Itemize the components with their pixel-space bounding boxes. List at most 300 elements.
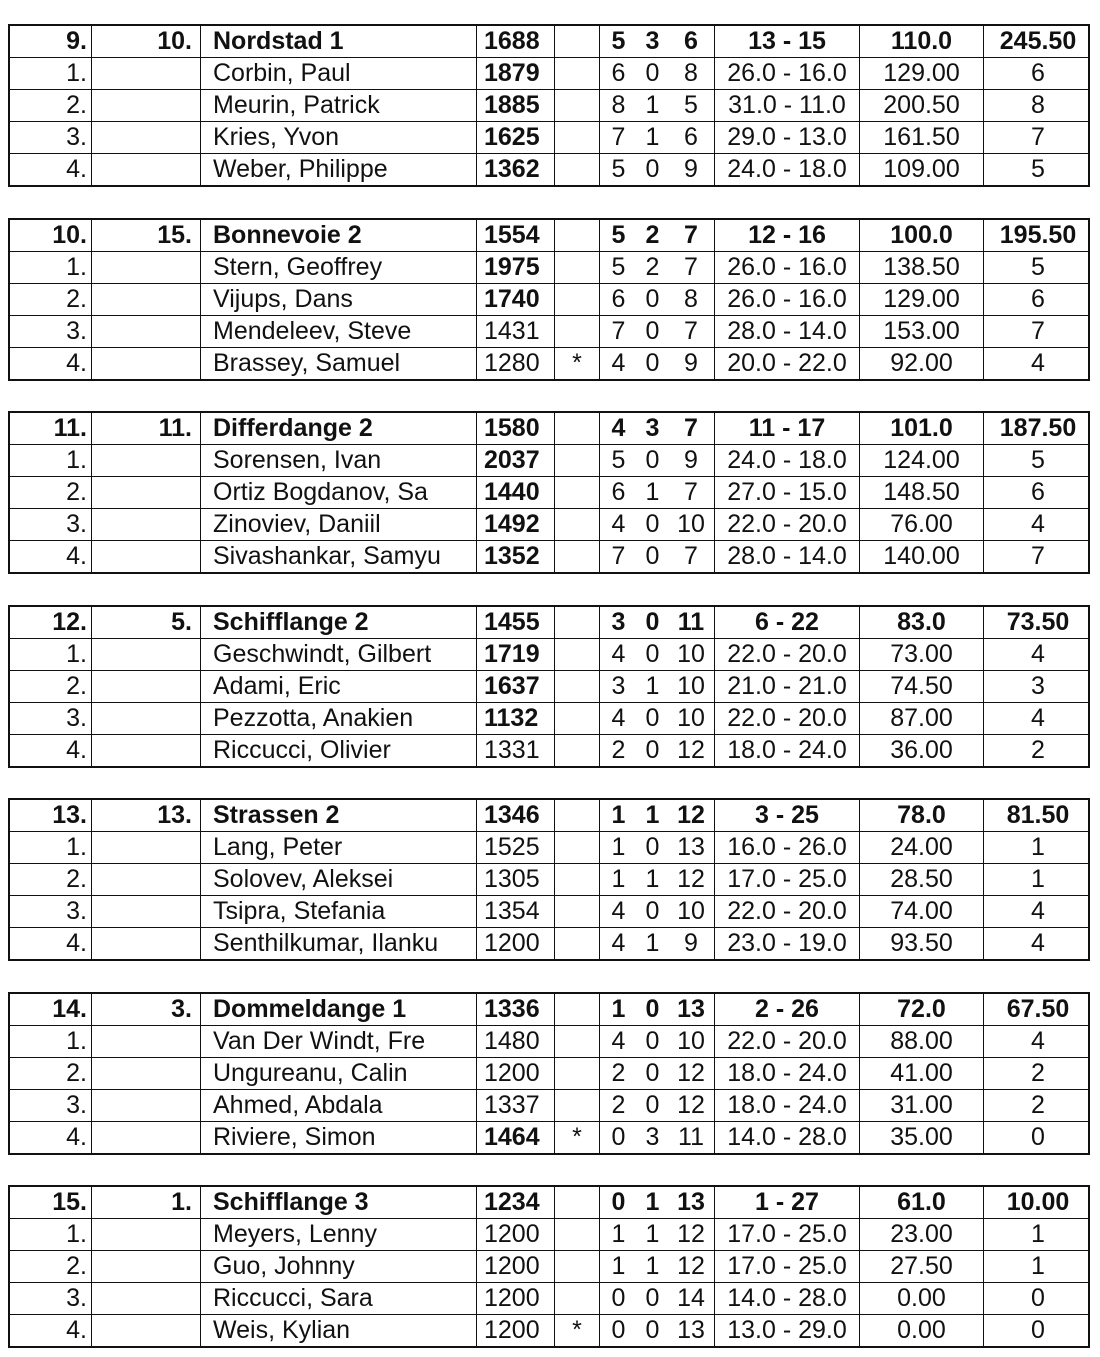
- player-empty-cell: [91, 928, 200, 959]
- player-flag: [554, 1026, 599, 1057]
- player-points: 129.00: [859, 58, 983, 89]
- player-total: 8: [983, 90, 1092, 121]
- player-row: [10, 540, 1088, 572]
- player-wins: 5: [599, 252, 637, 283]
- team-block: [8, 605, 1090, 768]
- player-flag: [554, 284, 599, 315]
- player-losses: 9: [684, 929, 698, 957]
- player-total: 2: [983, 1090, 1092, 1121]
- player-draws: 1: [645, 929, 660, 957]
- player-draws: 0: [645, 349, 660, 377]
- player-losses: 6: [684, 123, 698, 151]
- player-empty-cell: [91, 1219, 200, 1250]
- player-row: [10, 670, 1088, 702]
- player-draws: 0: [645, 1316, 660, 1344]
- player-game-score: 18.0 - 24.0: [714, 735, 859, 766]
- player-losses: 10: [677, 640, 705, 668]
- player-row: [10, 315, 1088, 347]
- player-name: Ortiz Bogdanov, Sa: [200, 477, 476, 508]
- team-name: Schifflange 3: [200, 1187, 476, 1218]
- player-elo: 1440: [476, 477, 554, 508]
- player-board: 2.: [66, 1059, 87, 1087]
- player-empty-cell: [91, 1315, 200, 1346]
- team-match-score: 1 - 27: [714, 1187, 859, 1218]
- player-game-score: 24.0 - 18.0: [714, 445, 859, 476]
- player-total: 4: [983, 639, 1092, 670]
- player-points: 24.00: [859, 832, 983, 863]
- player-points: 76.00: [859, 509, 983, 540]
- player-points: 41.00: [859, 1058, 983, 1089]
- team-wins: 5: [599, 220, 637, 251]
- team-losses: 7: [684, 414, 698, 442]
- player-points: 31.00: [859, 1090, 983, 1121]
- player-wins: 0: [599, 1315, 637, 1346]
- player-empty-cell: [91, 252, 200, 283]
- player-game-score: 23.0 - 19.0: [714, 928, 859, 959]
- player-losses: 8: [684, 285, 698, 313]
- player-points: 161.50: [859, 122, 983, 153]
- player-losses: 10: [677, 510, 705, 538]
- player-total: 7: [983, 122, 1092, 153]
- player-name: Sorensen, Ivan: [200, 445, 476, 476]
- player-game-score: 27.0 - 15.0: [714, 477, 859, 508]
- player-points: 109.00: [859, 154, 983, 185]
- player-total: 6: [983, 477, 1092, 508]
- player-losses: 10: [677, 897, 705, 925]
- player-draws: 0: [645, 155, 660, 183]
- player-flag: [554, 252, 599, 283]
- team-wins: 1: [599, 800, 637, 831]
- player-name: Vijups, Dans: [200, 284, 476, 315]
- player-row: [10, 508, 1088, 540]
- player-empty-cell: [91, 348, 200, 379]
- player-game-score: 14.0 - 28.0: [714, 1283, 859, 1314]
- player-board: 1.: [66, 446, 87, 474]
- player-losses: 12: [677, 865, 705, 893]
- player-total: 3: [983, 671, 1092, 702]
- player-losses: 7: [684, 478, 698, 506]
- player-draws: 1: [645, 1252, 660, 1280]
- player-draws: 0: [645, 704, 660, 732]
- player-draws: 0: [645, 542, 660, 570]
- player-empty-cell: [91, 735, 200, 766]
- player-empty-cell: [91, 1090, 200, 1121]
- team-seed: 13.: [91, 800, 200, 831]
- player-empty-cell: [91, 477, 200, 508]
- player-empty-cell: [91, 541, 200, 572]
- player-elo: 1132: [476, 703, 554, 734]
- player-flag: [554, 1058, 599, 1089]
- player-wins: 0: [599, 1122, 637, 1153]
- player-board: 3.: [66, 123, 87, 151]
- team-points: 61.0: [859, 1187, 983, 1218]
- player-row: [10, 1218, 1088, 1250]
- player-row: [10, 927, 1088, 959]
- player-name: Corbin, Paul: [200, 58, 476, 89]
- team-seed: 1.: [91, 1187, 200, 1218]
- player-row: [10, 1057, 1088, 1089]
- player-game-score: 18.0 - 24.0: [714, 1090, 859, 1121]
- team-seed: 5.: [91, 607, 200, 638]
- team-rank: 10.: [52, 221, 87, 249]
- player-game-score: 22.0 - 20.0: [714, 896, 859, 927]
- team-losses: 11: [677, 608, 705, 636]
- team-seed: 10.: [91, 26, 200, 57]
- player-losses: 10: [677, 672, 705, 700]
- player-losses: 7: [684, 253, 698, 281]
- player-board: 3.: [66, 1284, 87, 1312]
- team-flag-cell: [554, 607, 599, 638]
- player-flag: [554, 316, 599, 347]
- player-board: 3.: [66, 897, 87, 925]
- player-game-score: 24.0 - 18.0: [714, 154, 859, 185]
- player-losses: 7: [684, 542, 698, 570]
- player-wins: 4: [599, 348, 637, 379]
- team-name: Strassen 2: [200, 800, 476, 831]
- player-draws: 0: [645, 446, 660, 474]
- team-points: 72.0: [859, 994, 983, 1025]
- player-board: 2.: [66, 478, 87, 506]
- player-empty-cell: [91, 832, 200, 863]
- player-total: 2: [983, 1058, 1092, 1089]
- player-draws: 0: [645, 1284, 660, 1312]
- player-row: [10, 121, 1088, 153]
- player-elo: 2037: [476, 445, 554, 476]
- player-flag: [554, 671, 599, 702]
- team-match-score: 12 - 16: [714, 220, 859, 251]
- player-flag: [554, 90, 599, 121]
- player-draws: 1: [645, 91, 660, 119]
- player-board: 4.: [66, 349, 87, 377]
- player-wins: 4: [599, 639, 637, 670]
- player-points: 27.50: [859, 1251, 983, 1282]
- player-total: 5: [983, 445, 1092, 476]
- team-rank: 13.: [52, 801, 87, 829]
- player-elo: 1885: [476, 90, 554, 121]
- player-name: Guo, Johnny: [200, 1251, 476, 1282]
- player-board: 1.: [66, 253, 87, 281]
- player-draws: 0: [645, 285, 660, 313]
- team-header-row: [10, 994, 1088, 1025]
- player-empty-cell: [91, 896, 200, 927]
- team-match-score: 13 - 15: [714, 26, 859, 57]
- player-points: 92.00: [859, 348, 983, 379]
- player-board: 3.: [66, 317, 87, 345]
- player-game-score: 26.0 - 16.0: [714, 58, 859, 89]
- player-draws: 0: [645, 897, 660, 925]
- player-total: 0: [983, 1122, 1092, 1153]
- player-points: 200.50: [859, 90, 983, 121]
- player-draws: 1: [645, 672, 660, 700]
- team-header-row: [10, 220, 1088, 251]
- player-losses: 12: [677, 736, 705, 764]
- player-elo: 1200: [476, 1058, 554, 1089]
- player-row: [10, 734, 1088, 766]
- team-block: [8, 1185, 1090, 1348]
- player-wins: 5: [599, 445, 637, 476]
- player-game-score: 28.0 - 14.0: [714, 316, 859, 347]
- player-name: Solovev, Aleksei: [200, 864, 476, 895]
- player-elo: 1200: [476, 928, 554, 959]
- player-total: 1: [983, 832, 1092, 863]
- player-board: 4.: [66, 929, 87, 957]
- player-name: Riccucci, Sara: [200, 1283, 476, 1314]
- player-board: 4.: [66, 736, 87, 764]
- player-name: Ungureanu, Calin: [200, 1058, 476, 1089]
- team-draws: 0: [645, 995, 660, 1023]
- player-total: 0: [983, 1283, 1092, 1314]
- player-elo: 1740: [476, 284, 554, 315]
- team-total: 187.50: [983, 413, 1092, 444]
- player-board: 2.: [66, 672, 87, 700]
- team-seed: 11.: [91, 413, 200, 444]
- player-row: [10, 283, 1088, 315]
- team-flag-cell: [554, 994, 599, 1025]
- player-empty-cell: [91, 1122, 200, 1153]
- player-losses: 5: [684, 91, 698, 119]
- player-wins: 2: [599, 735, 637, 766]
- team-flag-cell: [554, 26, 599, 57]
- player-board: 2.: [66, 865, 87, 893]
- player-losses: 9: [684, 155, 698, 183]
- player-name: Zinoviev, Daniil: [200, 509, 476, 540]
- player-name: Adami, Eric: [200, 671, 476, 702]
- team-header-row: [10, 26, 1088, 57]
- team-rank: 12.: [52, 608, 87, 636]
- player-row: [10, 702, 1088, 734]
- player-name: Lang, Peter: [200, 832, 476, 863]
- player-row: [10, 1250, 1088, 1282]
- player-elo: 1352: [476, 541, 554, 572]
- team-block: [8, 218, 1090, 381]
- player-row: [10, 57, 1088, 89]
- team-header-row: [10, 607, 1088, 638]
- team-total: 10.00: [983, 1187, 1092, 1218]
- team-total: 81.50: [983, 800, 1092, 831]
- player-flag: *: [554, 348, 599, 379]
- player-elo: 1719: [476, 639, 554, 670]
- player-losses: 9: [684, 349, 698, 377]
- team-block: [8, 992, 1090, 1155]
- player-wins: 7: [599, 541, 637, 572]
- player-game-score: 17.0 - 25.0: [714, 864, 859, 895]
- player-elo: 1492: [476, 509, 554, 540]
- team-block: [8, 798, 1090, 961]
- player-wins: 1: [599, 1251, 637, 1282]
- team-losses: 13: [677, 995, 705, 1023]
- team-elo: 1554: [476, 220, 554, 251]
- player-wins: 4: [599, 509, 637, 540]
- player-wins: 6: [599, 58, 637, 89]
- player-game-score: 21.0 - 21.0: [714, 671, 859, 702]
- player-name: Weis, Kylian: [200, 1315, 476, 1346]
- player-flag: [554, 445, 599, 476]
- player-flag: [554, 928, 599, 959]
- player-elo: 1354: [476, 896, 554, 927]
- team-wins: 0: [599, 1187, 637, 1218]
- player-points: 138.50: [859, 252, 983, 283]
- player-total: 7: [983, 316, 1092, 347]
- team-losses: 12: [677, 801, 705, 829]
- player-draws: 0: [645, 1059, 660, 1087]
- player-draws: 0: [645, 833, 660, 861]
- player-row: [10, 863, 1088, 895]
- team-elo: 1234: [476, 1187, 554, 1218]
- player-wins: 4: [599, 896, 637, 927]
- player-empty-cell: [91, 703, 200, 734]
- team-match-score: 11 - 17: [714, 413, 859, 444]
- player-row: [10, 1282, 1088, 1314]
- player-total: 4: [983, 348, 1092, 379]
- team-block: [8, 411, 1090, 574]
- team-wins: 5: [599, 26, 637, 57]
- player-total: 0: [983, 1315, 1092, 1346]
- player-game-score: 20.0 - 22.0: [714, 348, 859, 379]
- player-total: 1: [983, 1251, 1092, 1282]
- player-empty-cell: [91, 1026, 200, 1057]
- player-total: 5: [983, 154, 1092, 185]
- player-points: 73.00: [859, 639, 983, 670]
- player-row: [10, 638, 1088, 670]
- team-rank: 15.: [52, 1188, 87, 1216]
- team-match-score: 3 - 25: [714, 800, 859, 831]
- player-total: 2: [983, 735, 1092, 766]
- player-empty-cell: [91, 90, 200, 121]
- player-points: 36.00: [859, 735, 983, 766]
- player-draws: 1: [645, 478, 660, 506]
- player-row: [10, 347, 1088, 379]
- player-total: 7: [983, 541, 1092, 572]
- player-draws: 0: [645, 1091, 660, 1119]
- player-losses: 12: [677, 1220, 705, 1248]
- player-empty-cell: [91, 154, 200, 185]
- player-total: 4: [983, 896, 1092, 927]
- player-points: 87.00: [859, 703, 983, 734]
- player-total: 4: [983, 509, 1092, 540]
- player-row: [10, 1025, 1088, 1057]
- team-points: 78.0: [859, 800, 983, 831]
- player-empty-cell: [91, 864, 200, 895]
- team-flag-cell: [554, 220, 599, 251]
- player-wins: 1: [599, 1219, 637, 1250]
- team-wins: 3: [599, 607, 637, 638]
- player-points: 129.00: [859, 284, 983, 315]
- player-elo: 1200: [476, 1251, 554, 1282]
- player-empty-cell: [91, 1251, 200, 1282]
- team-draws: 1: [645, 801, 660, 829]
- player-draws: 0: [645, 59, 660, 87]
- player-game-score: 16.0 - 26.0: [714, 832, 859, 863]
- player-points: 23.00: [859, 1219, 983, 1250]
- player-empty-cell: [91, 639, 200, 670]
- player-game-score: 28.0 - 14.0: [714, 541, 859, 572]
- player-name: Riviere, Simon: [200, 1122, 476, 1153]
- team-name: Differdange 2: [200, 413, 476, 444]
- player-losses: 13: [677, 833, 705, 861]
- player-flag: [554, 509, 599, 540]
- player-draws: 1: [645, 123, 660, 151]
- player-wins: 4: [599, 928, 637, 959]
- player-flag: [554, 477, 599, 508]
- player-losses: 13: [677, 1316, 705, 1344]
- player-total: 4: [983, 928, 1092, 959]
- team-flag-cell: [554, 1187, 599, 1218]
- player-elo: 1625: [476, 122, 554, 153]
- player-losses: 12: [677, 1252, 705, 1280]
- player-flag: [554, 1090, 599, 1121]
- player-game-score: 22.0 - 20.0: [714, 703, 859, 734]
- team-draws: 2: [645, 221, 660, 249]
- player-board: 2.: [66, 1252, 87, 1280]
- player-game-score: 14.0 - 28.0: [714, 1122, 859, 1153]
- player-game-score: 17.0 - 25.0: [714, 1251, 859, 1282]
- player-points: 124.00: [859, 445, 983, 476]
- player-board: 4.: [66, 155, 87, 183]
- team-block: [8, 24, 1090, 187]
- player-name: Mendeleev, Steve: [200, 316, 476, 347]
- player-board: 1.: [66, 1027, 87, 1055]
- player-losses: 10: [677, 704, 705, 732]
- player-row: [10, 153, 1088, 185]
- player-wins: 7: [599, 122, 637, 153]
- player-wins: 7: [599, 316, 637, 347]
- player-wins: 1: [599, 864, 637, 895]
- player-points: 148.50: [859, 477, 983, 508]
- player-wins: 4: [599, 703, 637, 734]
- player-flag: [554, 832, 599, 863]
- team-total: 245.50: [983, 26, 1092, 57]
- player-total: 1: [983, 864, 1092, 895]
- player-wins: 0: [599, 1283, 637, 1314]
- player-name: Sivashankar, Samyu: [200, 541, 476, 572]
- player-elo: 1200: [476, 1219, 554, 1250]
- player-game-score: 29.0 - 13.0: [714, 122, 859, 153]
- player-name: Senthilkumar, Ilanku: [200, 928, 476, 959]
- player-points: 88.00: [859, 1026, 983, 1057]
- team-losses: 7: [684, 221, 698, 249]
- team-header-row: [10, 1187, 1088, 1218]
- player-game-score: 26.0 - 16.0: [714, 252, 859, 283]
- player-flag: [554, 703, 599, 734]
- team-elo: 1346: [476, 800, 554, 831]
- player-elo: 1431: [476, 316, 554, 347]
- player-flag: [554, 1283, 599, 1314]
- player-name: Stern, Geoffrey: [200, 252, 476, 283]
- team-header-row: [10, 413, 1088, 444]
- player-flag: [554, 896, 599, 927]
- player-row: [10, 444, 1088, 476]
- player-name: Meyers, Lenny: [200, 1219, 476, 1250]
- team-points: 83.0: [859, 607, 983, 638]
- player-empty-cell: [91, 122, 200, 153]
- player-row: [10, 1121, 1088, 1153]
- player-losses: 12: [677, 1059, 705, 1087]
- player-row: [10, 895, 1088, 927]
- player-board: 2.: [66, 91, 87, 119]
- player-board: 3.: [66, 704, 87, 732]
- player-empty-cell: [91, 58, 200, 89]
- player-wins: 3: [599, 671, 637, 702]
- player-elo: 1331: [476, 735, 554, 766]
- player-points: 153.00: [859, 316, 983, 347]
- player-points: 28.50: [859, 864, 983, 895]
- player-flag: [554, 541, 599, 572]
- player-total: 1: [983, 1219, 1092, 1250]
- player-losses: 7: [684, 317, 698, 345]
- player-draws: 0: [645, 736, 660, 764]
- player-losses: 9: [684, 446, 698, 474]
- player-game-score: 13.0 - 29.0: [714, 1315, 859, 1346]
